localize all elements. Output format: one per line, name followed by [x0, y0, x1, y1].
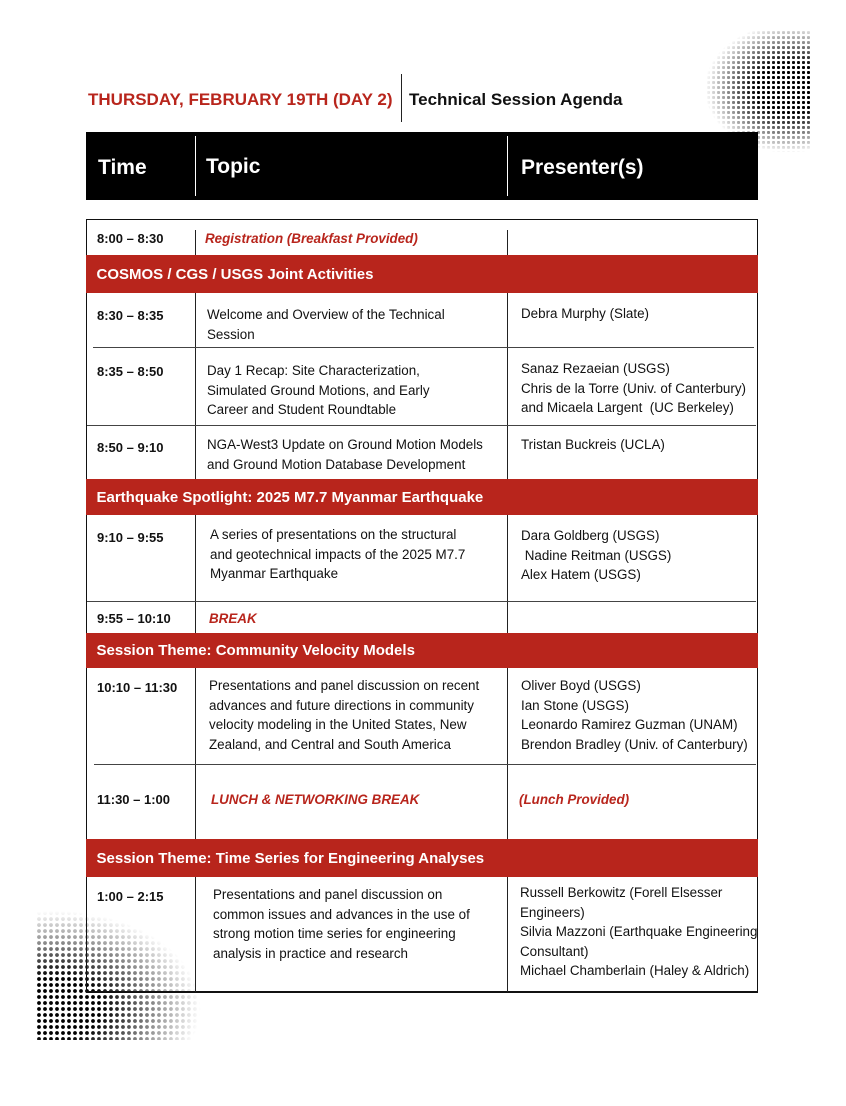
session-time: 9:10 – 9:55 [97, 530, 164, 545]
presenter-line: Alex Hatem (USGS) [521, 567, 641, 582]
session-time: 10:10 – 11:30 [97, 680, 178, 695]
session-presenters [521, 676, 753, 754]
column-header-topic: Topic [206, 155, 261, 178]
column-divider [195, 877, 196, 992]
day-title: THURSDAY, FEBRUARY 19TH (DAY 2) [88, 90, 393, 109]
session-time: 8:30 – 8:35 [97, 308, 164, 323]
session-topic [207, 435, 507, 474]
session-presenters [520, 883, 758, 981]
agenda-row-recap [87, 348, 757, 426]
column-divider [195, 602, 196, 633]
column-divider [507, 348, 508, 426]
header-divider [401, 74, 403, 122]
presenter-line: Russell Berkowitz (Forell Elsesser [520, 885, 723, 900]
topic-line: and Ground Motion Database Development [207, 456, 466, 472]
topic-line: Zealand, and Central and South America [209, 736, 451, 752]
session-presenters [521, 304, 753, 324]
column-divider [195, 348, 196, 426]
session-topic [213, 885, 513, 963]
session-time: 8:00 – 8:30 [97, 231, 164, 246]
topic-line: common issues and advances in the use of [213, 906, 470, 922]
topic-line: A series of presentations on the structural [210, 527, 457, 542]
column-header-time: Time [98, 156, 147, 179]
page-header [88, 74, 623, 122]
topic-line: advances and future directions in community [209, 697, 474, 713]
session-topic: LUNCH & NETWORKING BREAK [211, 792, 420, 807]
column-divider [195, 230, 196, 255]
session-presenters: (Lunch Provided) [519, 792, 630, 807]
column-divider [195, 765, 196, 839]
session-presenters [521, 359, 753, 418]
column-divider [195, 293, 196, 348]
section-band-velocity-models: Session Theme: Community Velocity Models [86, 633, 758, 668]
column-divider [195, 136, 196, 196]
column-divider [195, 668, 196, 765]
session-topic [207, 305, 507, 344]
topic-line: analysis in practice and research [213, 945, 409, 961]
presenter-line: Leonardo Ramirez Guzman (UNAM) [521, 717, 738, 732]
column-divider [507, 426, 508, 479]
session-time: 8:35 – 8:50 [97, 364, 164, 379]
session-time: 11:30 – 1:00 [97, 792, 171, 807]
column-divider [507, 136, 508, 196]
section-band-time-series: Session Theme: Time Series for Engineering Analyses [86, 839, 758, 877]
section-band-joint-activities: COSMOS / CGS / USGS Joint Activities [86, 255, 758, 293]
session-time: 9:55 – 10:10 [97, 611, 171, 626]
session-topic [210, 525, 510, 584]
presenter-line: Ian Stone (USGS) [521, 697, 629, 713]
column-divider [195, 426, 196, 479]
topic-line: strong motion time series for engineering [213, 926, 456, 941]
topic-line: Day 1 Recap: Site Characterization, [207, 363, 420, 378]
topic-line: velocity modeling in the United States, New [209, 717, 467, 732]
agenda-row-welcome [87, 293, 757, 348]
presenter-line: Tristan Buckreis (UCLA) [521, 437, 665, 452]
presenter-line: Silvia Mazzoni (Earthquake Engineering [520, 924, 758, 939]
agenda-row-nga-west3 [87, 426, 757, 479]
topic-line: Welcome and Overview of the Technical [207, 307, 445, 322]
presenter-line: Oliver Boyd (USGS) [521, 678, 641, 693]
column-divider [507, 602, 508, 633]
presenter-line: Debra Murphy (Slate) [521, 306, 650, 321]
agenda-row-break [87, 602, 757, 633]
topic-line: NGA-West3 Update on Ground Motion Models [207, 437, 483, 452]
presenter-line: Sanaz Rezaeian (USGS) [521, 361, 670, 376]
agenda-row-registration [87, 220, 757, 255]
agenda-row-lunch [87, 765, 757, 839]
column-header-bar [86, 132, 758, 200]
presenter-line: and Micaela Largent (UC Berkeley) [521, 400, 734, 415]
topic-line: Presentations and panel discussion on [213, 887, 443, 902]
presenter-line: Chris de la Torre (Univ. of Canterbury) [521, 380, 746, 396]
presenter-line: Brendon Bradley (Univ. of Canterbury) [521, 736, 748, 752]
presenter-line: Consultant) [520, 943, 589, 959]
topic-line: Simulated Ground Motions, and Early [207, 382, 430, 398]
session-topic [209, 676, 509, 754]
session-topic: BREAK [209, 611, 257, 626]
session-presenters [521, 526, 753, 585]
presenter-line: Michael Chamberlain (Haley & Aldrich) [520, 963, 750, 978]
column-divider [195, 515, 196, 602]
session-topic: Registration (Breakfast Provided) [205, 231, 418, 246]
session-presenters [521, 435, 753, 455]
presenter-line: Dara Goldberg (USGS) [521, 528, 660, 543]
topic-line: Session [207, 326, 255, 342]
agenda-row-velocity-models [87, 668, 757, 765]
session-topic [207, 361, 507, 420]
presenter-line: Engineers) [520, 904, 585, 920]
agenda-row-time-series [87, 877, 757, 992]
column-divider [507, 765, 508, 839]
presenter-line: Nadine Reitman (USGS) [521, 547, 672, 563]
topic-line: Presentations and panel discussion on recent [209, 678, 480, 693]
session-time: 1:00 – 2:15 [97, 889, 164, 904]
column-header-presenters: Presenter(s) [521, 156, 644, 179]
topic-line: and geotechnical impacts of the 2025 M7.7 [210, 546, 466, 562]
column-divider [507, 293, 508, 348]
section-band-earthquake-spotlight: Earthquake Spotlight: 2025 M7.7 Myanmar Earthquake [86, 479, 758, 515]
session-time: 8:50 – 9:10 [97, 440, 164, 455]
column-divider [507, 230, 508, 255]
agenda-title: Technical Session Agenda [409, 90, 623, 109]
agenda-row-myanmar [87, 515, 757, 602]
topic-line: Career and Student Roundtable [207, 402, 397, 417]
agenda-table [86, 219, 758, 993]
topic-line: Myanmar Earthquake [210, 566, 339, 581]
